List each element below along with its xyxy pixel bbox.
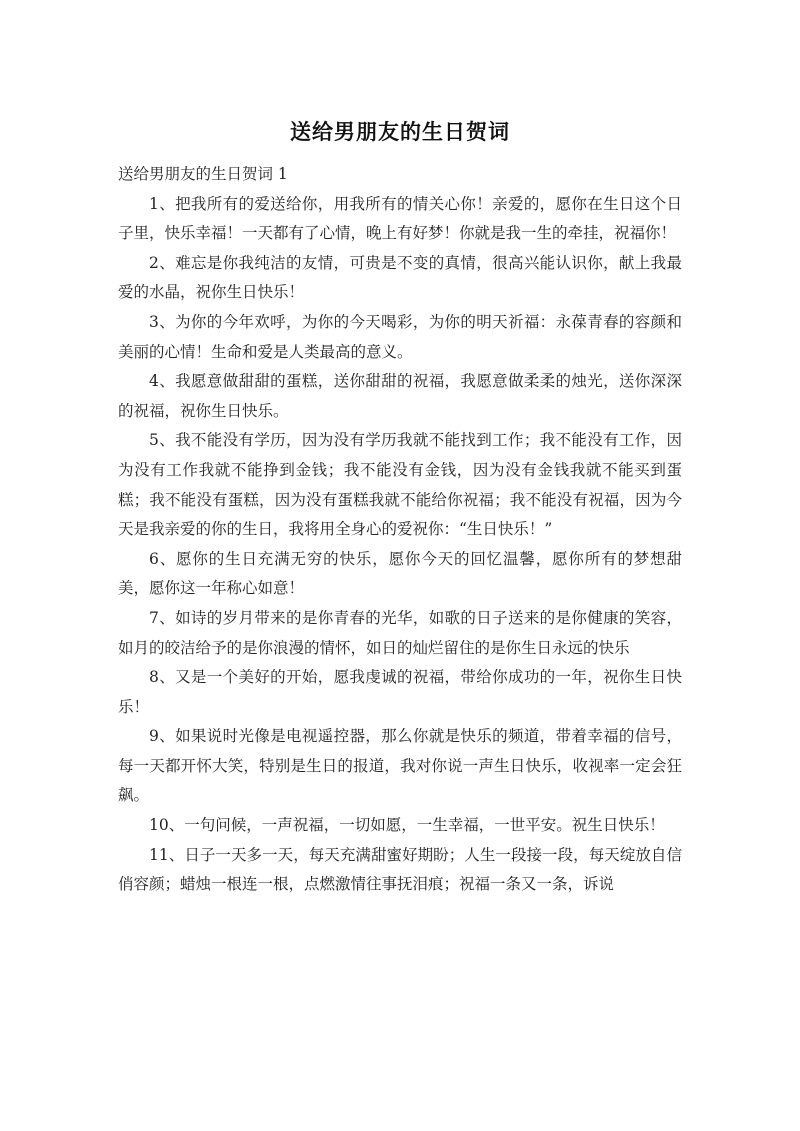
paragraph-2: 2、难忘是你我纯洁的友情，可贵是不变的真情，很高兴能认识你，献上我最爱的水晶，祝你生日快乐！ — [118, 253, 682, 302]
paragraph-3: 3、为你的今年欢呼，为你的今天喝彩，为你的明天祈福：永葆青春的容颜和美丽的心情！生命和爱是人类最高的意义。 — [118, 312, 682, 361]
paragraph-6: 6、愿你的生日充满无穷的快乐，愿你今天的回忆温馨，愿你所有的梦想甜美，愿你这一年称心如意！ — [118, 549, 682, 598]
paragraph-4: 4、我愿意做甜甜的蛋糕，送你甜甜的祝福，我愿意做柔柔的烛光，送你深深的祝福，祝你生日快乐。 — [118, 372, 682, 420]
paragraph-5: 5、我不能没有学历，因为没有学历我就不能找到工作；我不能没有工作，因为没有工作我就不能挣到金钱；我不能没有金钱，因为没有金钱我就不能买到蛋糕；我不能没有蛋糕，因为没有蛋糕我就不能给你祝福；我不能没有祝福，因为今天是我亲爱的你的生日，我将用全身心的爱祝你：“生日快乐！” — [118, 431, 682, 539]
document-title: 送给男朋友的生日贺词 — [290, 120, 510, 144]
paragraph-10: 10、一句问候，一声祝福，一切如愿，一生幸福，一世平安。祝生日快乐！ — [149, 816, 665, 835]
paragraph-1: 1、把我所有的爱送给你，用我所有的情关心你！亲爱的，愿你在生日这个日子里，快乐幸福！一天都有了心情，晚上有好梦！你就是我一生的牵挂，祝福你！ — [118, 194, 682, 243]
paragraph-11: 11、日子一天多一天，每天充满甜蜜好期盼；人生一段接一段，每天绽放自信俏容颜；蜡烛一根连一根，点燃激情往事抚泪痕；祝福一条又一条，诉说 — [118, 845, 682, 894]
paragraph-9: 9、如果说时光像是电视遥控器，那么你就是快乐的频道，带着幸福的信号，每一天都开怀大笑，特别是生日的报道，我对你说一声生日快乐，收视率一定会狂飙。 — [118, 727, 682, 805]
document-body — [118, 160, 682, 900]
paragraph-7: 7、如诗的岁月带来的是你青春的光华，如歌的日子送来的是你健康的笑容，如月的皎洁给予的是你浪漫的情怀，如日的灿烂留住的是你生日永远的快乐 — [118, 608, 682, 657]
document-subtitle: 送给男朋友的生日贺词 1 — [118, 165, 288, 183]
paragraph-8: 8、又是一个美好的开始，愿我虔诚的祝福，带给你成功的一年，祝你生日快乐！ — [118, 668, 682, 716]
